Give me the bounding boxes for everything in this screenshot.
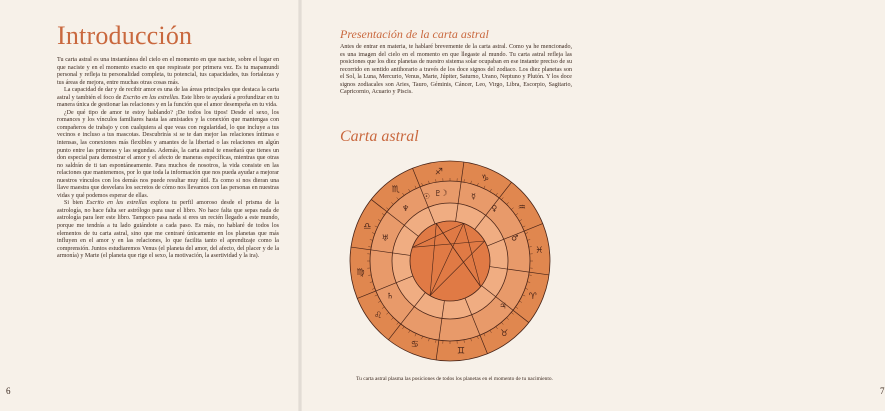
zodiac-glyph: ♒ (517, 202, 526, 213)
page-number-right: 7 (880, 386, 885, 396)
book-title-ref: Escrito en las estrellas (122, 94, 179, 101)
section-heading: Presentación de la carta astral (340, 27, 489, 41)
zodiac-glyph: ♑ (481, 174, 490, 185)
planet-glyph: ♂ (511, 233, 519, 243)
book-title-ref-2: Escrito en las estrellas (86, 200, 147, 207)
page-number-left: 6 (6, 386, 11, 396)
zodiac-glyph: ♉ (500, 328, 509, 339)
chart-subheading: Carta astral (340, 128, 419, 145)
chart-caption: Tu carta astral plasma las posiciones de todos los planetas en el momento de tu nacimiento. (356, 376, 553, 382)
planet-glyph: ☽ (440, 188, 448, 198)
right-page (300, 0, 885, 411)
planet-glyph: ♇ (434, 189, 442, 199)
zodiac-glyph: ♐ (434, 167, 444, 178)
paragraph-3: ¿De qué tipo de amor te estoy hablando? ¡De todos los tipos! Desde el sexo, los romances y los vínculos familiares hasta las amistades y la conexión que mantengas con compañeros de trabajo y con cualquiera al que veas con regularidad, lo que incluye a tus vecinos e incluso a tus mascotas. Descubrirás si se te dan mejor las relaciones íntimas e intensas, las conexiones más flexibles y amantes de la libertad o las relaciones en algún punto entre las primeras y las segundas. Además, la carta astral te enseñará que tienes un don especial para demostrar el amor y el afecto de maneras específicas, mientras que otras no saldrán de ti tan espontáneamente. Para muchos de nosotros, la vida consiste en las relaciones que mantenemos, por lo que toda la información que nos pueda ayudar a mejorar nuestros vínculos con los demás nos puede resultar muy útil. Es como si nos dieran una llave maestra que desvelara los secretos de cómo nos llevamos con las personas en nuestras vidas y qué podemos esperar de ellas. (57, 109, 279, 199)
zodiac-glyph: ♈ (528, 292, 537, 303)
paragraph-4: Si bien Escrito en las estrellas explora tu perfil amoroso desde el prisma de la astrología, no hace falta ser astrólogo para usar el libro. No hace falta que sepas nada de astrología para leer este libro. Tampoco pasa nada si eres un recién llegado a este mundo, porque me tendrás a tu lado guiándote a cada paso. Es más, no hablaré de todos los elementos de tu carta astral, sino que me centraré únicamente en los planetas que más influyen en el amor y en las relaciones, lo que facilita tanto el aprendizaje como la comprensión. Juntos estudiaremos Venus (el planeta del amor, del afecto, del placer y de la armonía) y Marte (el planeta que rige el sexo, la motivación, la asertividad y la ira). (57, 200, 279, 260)
planet-glyph: ☉ (422, 192, 430, 202)
left-page (0, 0, 300, 411)
planet-glyph: ♆ (402, 204, 410, 214)
zodiac-glyph: ♓ (535, 246, 544, 257)
planet-glyph: ☿ (471, 192, 477, 202)
planet-glyph: ♃ (499, 301, 507, 311)
page-title: Introducción (57, 21, 193, 50)
aspect-core (410, 221, 490, 301)
planet-glyph: ♀ (491, 204, 498, 214)
planet-glyph: ♄ (386, 291, 394, 301)
paragraph-1: Tu carta astral es una instantánea del cielo en el momento en que naciste, sobre el lugar en que naciste y en el momento exacto en que respiraste por primera vez. Es tu mapamundi personal y refleja tu personalidad completa, tu potencial, tus capacidades, tus fortalezas y tus áreas de mejora, entre muchas otras cosas más. (57, 57, 279, 86)
zodiac-glyph: ♏ (391, 185, 400, 196)
astral-chart-wheel (345, 156, 555, 366)
intro-body (57, 57, 279, 261)
chart-intro-paragraph: Antes de entrar en materia, te hablaré brevemente de la carta astral. Como ya he mencionado, es una imagen del cielo en el momento en que llegaste al mundo. Tu carta astral refleja las posiciones que los diez planetas de nuestro sistema solar ocupaban en ese instante preciso de su recorrido en sentido antihorario a través de los doce signos del zodiaco. Los diez planetas son el Sol, la Luna, Mercurio, Venus, Marte, Júpiter, Saturno, Urano, Neptuno y Plutón. Y los doce signos zodiacales son Aries, Tauro, Géminis, Cáncer, Leo, Virgo, Libra, Escorpio, Sagitario, Capricornio, Acuario y Piscis. (340, 44, 572, 96)
zodiac-glyph: ♎ (363, 221, 372, 232)
zodiac-glyph: ♋ (410, 339, 419, 350)
planet-glyph: ♅ (381, 233, 389, 243)
zodiac-glyph: ♌ (374, 311, 383, 322)
paragraph-2: La capacidad de dar y de recibir amor es una de las áreas principales que destaca la carta astral y también el foco de Escrito en las estrellas. Este libro te ayudará a profundizar en tu manera única de gestionar las relaciones y en la función que el amor desempeña en tu vida. (57, 87, 279, 109)
zodiac-glyph: ♊ (456, 346, 466, 357)
zodiac-glyph: ♍ (356, 267, 365, 278)
